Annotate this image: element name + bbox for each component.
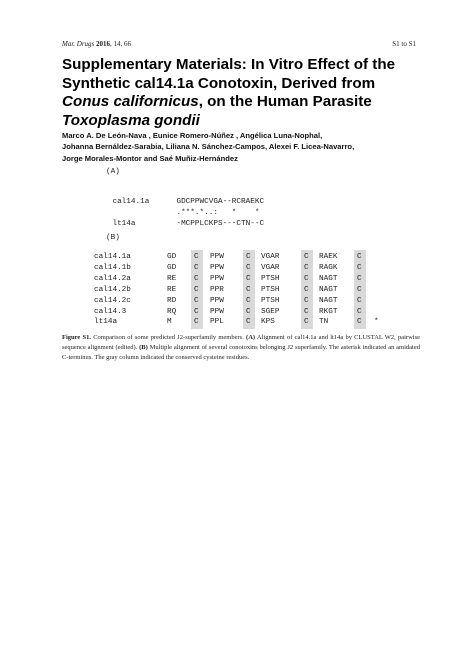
segment: RAEK <box>319 253 338 261</box>
segment: PTSH <box>261 274 280 283</box>
segment: NAGT <box>319 285 338 294</box>
conserved-cysteine: C <box>194 253 199 261</box>
panel-a-label: (A) <box>106 168 120 176</box>
amidation-asterisk: * <box>374 318 379 327</box>
alignment-row <box>94 212 264 236</box>
sequence-name: lt14a <box>112 220 136 228</box>
sequence-name: cal14.1a <box>112 198 150 206</box>
segment: GD <box>167 263 177 272</box>
segment: PPW <box>210 296 224 305</box>
conserved-cysteine: C <box>304 274 309 283</box>
conserved-cysteine: C <box>246 318 251 327</box>
conserved-cysteine: C <box>357 274 362 283</box>
panel-b-label: (B) <box>106 234 120 242</box>
sequence-name: cal14.1b <box>94 263 131 272</box>
sequence-name: cal14.1a <box>94 253 131 261</box>
figure-caption-text-2: Alignment of cal14.1a and lt14a by CLUSTAL W2, pairwise sequence alignment (edited). <box>62 334 420 351</box>
journal-volume-page: , 14, 66 <box>110 40 132 48</box>
title-line-3 <box>62 93 422 112</box>
figure-caption-text-1: Comparison of some predicted J2-superfamily members. <box>91 334 247 341</box>
segment: PTSH <box>261 296 280 305</box>
segment: GD <box>167 253 177 261</box>
author-list <box>62 130 432 164</box>
conserved-cysteine: C <box>304 318 309 327</box>
journal-name: Mar. Drugs <box>62 40 95 48</box>
figure-caption <box>62 333 420 362</box>
conserved-cysteine: C <box>246 307 251 316</box>
segment: NAGT <box>319 274 338 283</box>
conserved-cysteine: C <box>357 285 362 294</box>
segment: VGAR <box>261 263 280 272</box>
segment: KPS <box>261 318 275 327</box>
authors-line-3: Jorge Morales-Montor and Saé Muñiz-Hernández <box>62 153 238 163</box>
page-title <box>62 56 422 130</box>
segment: PPW <box>210 263 224 272</box>
conserved-cysteine: C <box>246 263 251 272</box>
segment: RAGK <box>319 263 338 272</box>
segment: VGAR <box>261 253 280 261</box>
segment: NAGT <box>319 296 338 305</box>
sequence-name: lt14a <box>94 318 118 327</box>
conserved-cysteine: C <box>357 307 362 316</box>
sequence-name: cal14.2b <box>94 285 131 294</box>
sequence: GDCPPWCVGA--RCRAEKC <box>176 198 265 206</box>
conserved-cysteine: C <box>304 296 309 305</box>
consensus-symbols: .***.*..: * * <box>176 209 260 217</box>
conserved-cysteine: C <box>194 274 199 283</box>
conserved-cysteine: C <box>357 263 362 272</box>
conserved-cysteine: C <box>194 263 199 272</box>
conserved-cysteine: C <box>246 274 251 283</box>
segment: RQ <box>167 307 177 316</box>
segment: SGEP <box>261 307 280 316</box>
conserved-cysteine: C <box>304 307 309 316</box>
segment: PPL <box>210 318 224 327</box>
segment: PPW <box>210 253 224 261</box>
conserved-cysteine: C <box>194 296 199 305</box>
figure-caption-text-3: Multiple alignment of several conotoxins belonging J2 superfamily. The asterisk indicated an amidated C-terminus. The gray column indicated the conserved cysteine residues. <box>62 343 420 361</box>
title-line-3-rest: , on the Human Parasite <box>198 93 372 111</box>
conserved-cysteine: C <box>246 296 251 305</box>
figure-caption-label: Figure S1. <box>62 334 91 341</box>
segment: PPR <box>210 285 224 294</box>
segment: RE <box>167 285 177 294</box>
conserved-cysteine: C <box>194 307 199 316</box>
conserved-cysteine: C <box>357 296 362 305</box>
figure-caption-ref-b: (B) <box>139 343 148 351</box>
segment: RE <box>167 274 177 283</box>
journal-reference <box>62 40 131 48</box>
page-range: S1 to S1 <box>392 40 416 48</box>
authors-line-2: Johanna Bernáldez-Sarabia, Liliana N. Sánchez-Campos, Alexei F. Licea-Navarro, <box>62 142 355 152</box>
title-line-1: Supplementary Materials: In Vitro Effect of the <box>62 56 396 73</box>
conserved-cysteine: C <box>304 285 309 294</box>
conserved-cysteine: C <box>304 263 309 272</box>
segment: PPW <box>210 274 224 283</box>
figure-caption-ref-a: (A) <box>246 334 256 341</box>
sequence-name: cal14.2a <box>94 274 131 283</box>
segment: M <box>167 318 172 327</box>
authors-line-1: Marco A. De León-Nava , Eunice Romero-Núñez , Angélica Luna-Nophal, <box>62 131 323 140</box>
conserved-cysteine: C <box>357 253 362 261</box>
sequence: -MCPPLCKPS---CTN--C <box>176 220 265 228</box>
title-species-conus: Conus californicus <box>62 93 199 111</box>
conserved-cysteine: C <box>246 253 251 261</box>
sequence-name: cal14.3 <box>94 307 127 316</box>
conserved-cysteine: C <box>304 253 309 261</box>
segment: TN <box>319 318 329 327</box>
conserved-cysteine: C <box>357 318 362 327</box>
title-line-2: Synthetic cal14.1a Conotoxin, Derived from <box>62 74 376 92</box>
segment: PPW <box>210 307 224 316</box>
segment: RD <box>167 296 177 305</box>
journal-year: 2016 <box>96 40 111 48</box>
segment: RKGT <box>319 307 338 316</box>
segment: PTSH <box>261 285 280 294</box>
conserved-cysteine: C <box>246 285 251 294</box>
sequence-name: cal14.2c <box>94 296 131 305</box>
conserved-cysteine: C <box>194 318 199 327</box>
title-species-toxoplasma: Toxoplasma gondii <box>62 111 200 129</box>
conserved-cysteine: C <box>194 285 199 294</box>
